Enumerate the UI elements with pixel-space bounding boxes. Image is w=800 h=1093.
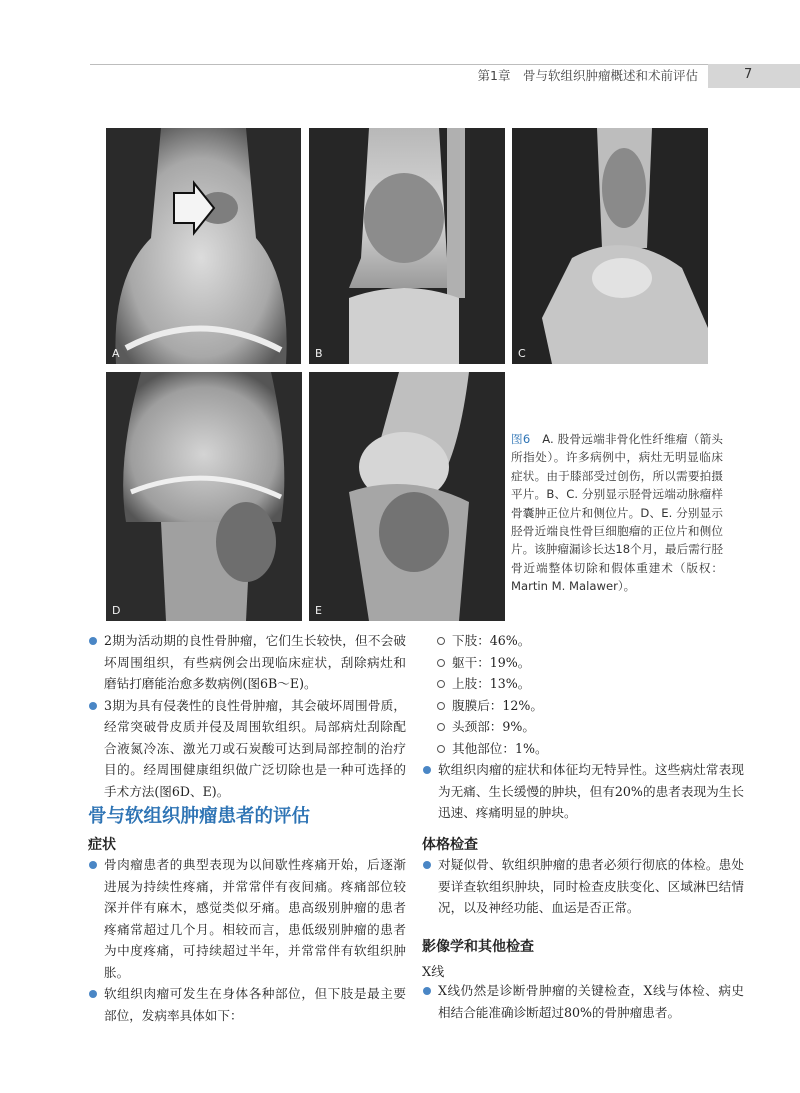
chapter-title: 第1章 骨与软组织肿瘤概述和术前评估 <box>477 68 698 83</box>
site-text: 腹膜后：12%。 <box>452 697 543 713</box>
list-item <box>88 630 406 695</box>
site-list-item <box>436 652 744 674</box>
bullet-icon <box>423 861 431 869</box>
bullet-icon <box>423 987 431 995</box>
circle-bullet-icon <box>437 659 445 667</box>
list-item <box>422 854 744 919</box>
circle-bullet-icon <box>437 702 445 710</box>
panel-label-d: D <box>112 604 121 617</box>
site-text: 下肢：46%。 <box>452 633 531 648</box>
list-item <box>88 854 406 983</box>
site-list-item <box>436 673 744 695</box>
left-column-symptoms <box>88 854 406 1026</box>
bullet-icon <box>89 637 97 645</box>
left-column-intro <box>88 630 406 802</box>
list-item-text: X线仍然是诊断骨肿瘤的关键检查，X线与体检、病史相结合能准确诊断超过80%的骨肿瘤患者。 <box>438 983 744 1020</box>
bullet-icon <box>89 990 97 998</box>
list-item <box>88 695 406 803</box>
subsection-heading-exam: 体格检查 <box>422 837 478 853</box>
right-column-top <box>422 630 744 824</box>
list-item <box>422 759 744 824</box>
panel-label-c: C <box>518 347 526 360</box>
xray-panel-b <box>309 128 505 364</box>
subsection-heading-imaging: 影像学和其他检查 <box>422 939 534 955</box>
section-heading: 骨与软组织肿瘤患者的评估 <box>88 806 311 827</box>
circle-bullet-icon <box>437 745 445 753</box>
xray-image-ankle-lateral <box>512 128 708 364</box>
subsection-heading-xray: X线 <box>422 965 445 980</box>
arrow-icon <box>106 128 301 364</box>
site-text: 其他部位：1%。 <box>452 740 548 756</box>
site-text: 头颈部：9%。 <box>452 719 535 734</box>
circle-bullet-icon <box>437 680 445 688</box>
site-list-item <box>436 716 744 738</box>
list-item-text: 骨肉瘤患者的典型表现为以间歇性疼痛开始，后逐渐进展为持续性疼痛，并常常伴有夜间痛。疼痛部位较深并伴有麻木，感觉类似牙痛。患高级别肿瘤的患者疼痛常超过几个月。相较而言，患低级别肿瘤的患者为中度疼痛，可持续超过半年，并常常伴有软组织肿胀。 <box>104 857 406 980</box>
xray-panel-a <box>106 128 301 364</box>
bullet-icon <box>89 861 97 869</box>
panel-label-e: E <box>315 604 322 617</box>
list-item-text: 软组织肉瘤可发生在身体各种部位，但下肢是最主要部位，发病率具体如下： <box>104 986 406 1023</box>
list-item <box>88 983 406 1026</box>
right-column-exam <box>422 854 744 919</box>
xray-image-knee-ap <box>106 372 302 621</box>
figure-caption-text: A. 股骨远端非骨化性纤维瘤（箭头所指处）。许多病例中，病灶无明显临床症状。由于膝部受过创伤，所以需要拍摄平片。B、C. 分别显示胫骨远端动脉瘤样骨囊肿正位片和侧位片。D、E. 分别显示胫骨近端良性骨巨细胞瘤的正位片和侧位片。该肿瘤漏诊长达18个月，最后需行胫骨近端整体切除和假体重建术（版权：Martin M. Malawer）。 <box>511 432 723 594</box>
panel-label-a: A <box>112 347 120 360</box>
list-item-text: 对疑似骨、软组织肿瘤的患者必须行彻底的体检。患处要详查软组织肿块，同时检查皮肤变化、区域淋巴结情况，以及神经功能、血运是否正常。 <box>438 857 744 915</box>
site-list-item <box>436 695 744 717</box>
site-text: 躯干：19%。 <box>452 654 531 670</box>
list-item-text: 2期为活动期的良性骨肿瘤，它们生长较快，但不会破坏周围组织，有些病例会出现临床症状，刮除病灶和磨钻打磨能治愈多数病例(图6B～E)。 <box>104 633 406 691</box>
page-number-box <box>708 64 800 88</box>
xray-panel-e <box>309 372 505 621</box>
circle-bullet-icon <box>437 723 445 731</box>
site-list-item <box>436 630 744 652</box>
xray-panel-d <box>106 372 302 621</box>
figure-caption <box>511 430 723 596</box>
bullet-icon <box>89 702 97 710</box>
xray-panel-c <box>512 128 708 364</box>
site-text: 上肢：13%。 <box>452 676 531 691</box>
list-item-text: 软组织肉瘤的症状和体征均无特异性。这些病灶常表现为无痛、生长缓慢的肿块，但有20%的患者表现为生长迅速、疼痛明显的肿块。 <box>438 762 744 820</box>
circle-bullet-icon <box>437 637 445 645</box>
right-column-xray <box>422 980 744 1023</box>
bullet-icon <box>423 766 431 774</box>
list-item <box>422 980 744 1023</box>
page-number: 7 <box>744 67 753 82</box>
site-list-item <box>436 738 744 760</box>
xray-image-knee-lateral <box>309 372 505 621</box>
panel-label-b: B <box>315 347 323 360</box>
figure-label: 图6 <box>511 432 531 446</box>
list-item-text: 3期为具有侵袭性的良性骨肿瘤，其会破坏周围骨质，经常突破骨皮质并侵及周围软组织。局部病灶刮除配合液氮冷冻、激光刀或石炭酸可达到局部控制的治疗目的。经周围健康组织做广泛切除也是一种可选择的手术方法(图6D、E)。 <box>104 697 406 799</box>
xray-image-ankle-ap <box>309 128 505 364</box>
subsection-heading-symptoms: 症状 <box>88 837 116 853</box>
